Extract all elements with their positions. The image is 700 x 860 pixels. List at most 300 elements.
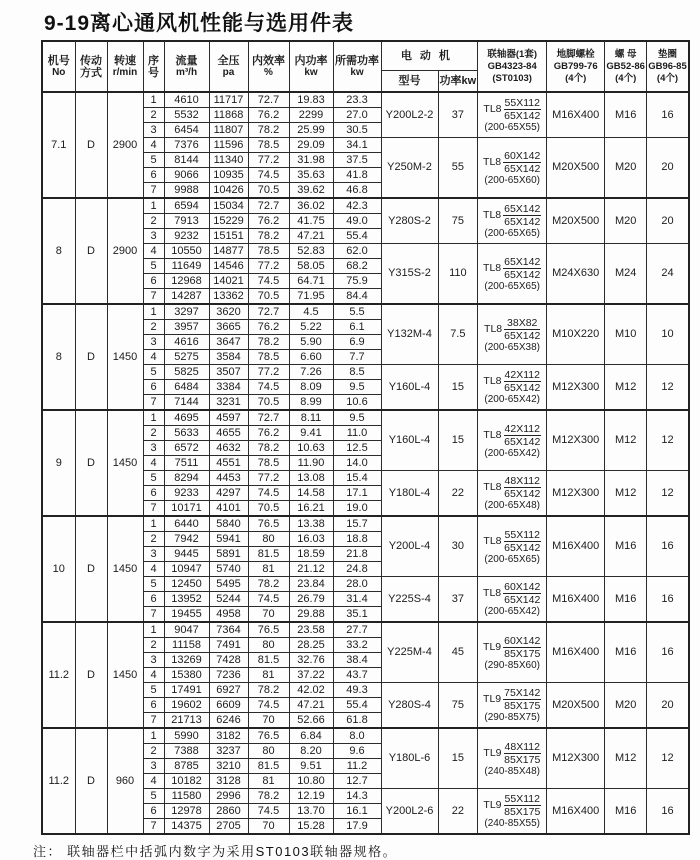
nut-cell: M20 [605,198,647,244]
flow-cell: 5275 [164,350,209,365]
nut-cell: M20 [605,138,647,199]
motor-model-cell: Y225M-4 [381,622,438,683]
pressure-cell: 10935 [209,168,248,183]
inner-power-cell: 37.22 [289,668,333,683]
required-power-cell: 9.5 [333,380,381,395]
seq-cell: 3 [143,123,164,138]
speed-cell: 1450 [107,516,143,622]
coupling-spec [479,256,545,292]
efficiency-cell: 81 [248,668,289,683]
coupling-cell [478,92,547,138]
coupling-spec [479,793,545,829]
flow-cell: 7144 [164,395,209,411]
pressure-cell: 3210 [209,759,248,774]
inner-power-cell: 15.28 [289,819,333,835]
seq-cell: 6 [143,804,164,819]
pressure-cell: 3647 [209,335,248,350]
required-power-cell: 11.2 [333,759,381,774]
flow-cell: 9066 [164,168,209,183]
coupling-cell [478,622,547,683]
pressure-cell: 4101 [209,501,248,517]
efficiency-cell: 78.5 [248,138,289,153]
machine-no-cell: 8 [42,304,75,410]
anchor-bolt-cell: M24X630 [547,244,605,305]
inner-power-cell: 14.58 [289,486,333,501]
pressure-cell: 3620 [209,304,248,320]
inner-power-cell: 52.66 [289,713,333,729]
nut-cell: M16 [605,789,647,835]
pressure-cell: 5941 [209,532,248,547]
required-power-cell: 55.4 [333,698,381,713]
pressure-cell: 4958 [209,607,248,623]
machine-no-cell: 11.2 [42,622,75,728]
inner-power-cell: 28.25 [289,638,333,653]
required-power-cell: 37.5 [333,153,381,168]
flow-cell: 19602 [164,698,209,713]
nut-cell: M24 [605,244,647,305]
seq-cell: 5 [143,259,164,274]
coupling-top: 55X112 [504,528,540,541]
machine-no-cell: 10 [42,516,75,622]
flow-cell: 6440 [164,516,209,532]
motor-power-cell: 15 [438,365,478,411]
motor-power-cell: 110 [438,244,478,305]
coupling-fraction [504,475,541,500]
flow-cell: 14375 [164,819,209,835]
required-power-cell: 55.4 [333,229,381,244]
efficiency-cell: 78.2 [248,441,289,456]
required-power-cell: 6.1 [333,320,381,335]
flow-cell: 12978 [164,804,209,819]
coupling-top: 48X112 [504,740,540,753]
efficiency-cell: 74.5 [248,592,289,607]
anchor-bolt-cell: M20X500 [547,198,605,244]
coupling-fraction [504,317,540,342]
coupling-spec [479,475,545,511]
coupling-spec [479,150,545,186]
coupling-top: 55X112 [504,793,540,805]
required-power-cell: 17.9 [333,819,381,835]
coupling-spec [479,529,545,565]
coupling-fraction [504,369,541,394]
inner-power-cell: 7.26 [289,365,333,380]
seq-cell: 5 [143,683,164,698]
inner-power-cell: 8.20 [289,744,333,759]
motor-power-cell: 37 [438,577,478,623]
inner-power-cell: 29.09 [289,138,333,153]
required-power-cell: 33.2 [333,638,381,653]
header-coupling-line1: 联轴器(1套) [487,48,537,60]
header-coupling [478,41,547,92]
efficiency-cell: 78.5 [248,244,289,259]
efficiency-cell: 78.5 [248,456,289,471]
required-power-cell: 42.3 [333,198,381,214]
pressure-cell: 15034 [209,198,248,214]
page-title: 9-19离心通风机性能与选用件表 [44,12,355,35]
flow-cell: 10550 [164,244,209,259]
header-pressure-line2: pa [222,66,235,78]
coupling-top: 42X112 [504,369,540,381]
motor-model-cell: Y250M-2 [381,138,438,199]
flow-cell: 6454 [164,123,209,138]
efficiency-cell: 81 [248,562,289,577]
coupling-bottom: 85X175 [504,753,541,766]
inner-power-cell: 8.99 [289,395,333,411]
pressure-cell: 4297 [209,486,248,501]
seq-cell: 6 [143,592,164,607]
inner-power-cell: 8.09 [289,380,333,395]
header-inner-power-line2: kw [304,66,318,78]
efficiency-cell: 76.5 [248,728,289,744]
inner-power-cell: 58.05 [289,259,333,274]
motor-power-cell: 15 [438,410,478,471]
coupling-top: 65X142 [504,255,541,268]
required-power-cell: 41.8 [333,168,381,183]
coupling-bottom: 85X175 [504,700,541,712]
efficiency-cell: 70.5 [248,289,289,305]
required-power-cell: 16.1 [333,804,381,819]
required-power-cell: 21.8 [333,547,381,562]
inner-power-cell: 42.02 [289,683,333,698]
efficiency-cell: 72.7 [248,92,289,108]
flow-cell: 9047 [164,622,209,638]
motor-model-cell: Y180L-6 [381,728,438,789]
header-speed-line1: 转速 [114,54,136,67]
pressure-cell: 7364 [209,622,248,638]
coupling-fraction [504,529,541,554]
washer-cell: 12 [647,365,689,411]
required-power-cell: 10.6 [333,395,381,411]
anchor-bolt-cell: M16X400 [547,622,605,683]
anchor-bolt-cell: M10X220 [547,304,605,365]
header-required-power-line1: 所需功率 [335,54,379,67]
header-speed-line2: r/min [112,66,138,78]
coupling-bottom: 65X142 [504,594,541,606]
drive-mode-cell: D [75,92,107,198]
inner-power-cell: 32.76 [289,653,333,668]
required-power-cell: 31.4 [333,592,381,607]
coupling-spec [479,203,545,239]
header-drive-line2: 方式 [80,66,102,79]
efficiency-cell: 80 [248,744,289,759]
header-flow-line2: m³/h [175,66,198,78]
flow-cell: 6594 [164,198,209,214]
speed-cell: 1450 [107,410,143,516]
seq-cell: 3 [143,759,164,774]
efficiency-cell: 70 [248,713,289,729]
table-row [42,516,689,532]
coupling-top: 60X142 [504,634,541,647]
efficiency-cell: 70.5 [248,183,289,199]
header-washer-line2: GB96-85 [648,60,687,72]
anchor-bolt-cell: M20X500 [547,683,605,729]
motor-model-cell: Y225S-4 [381,577,438,623]
coupling-note: (200-65X55) [484,122,540,133]
seq-cell: 7 [143,713,164,729]
motor-model-cell: Y315S-2 [381,244,438,305]
header-seq [143,41,164,92]
efficiency-cell: 70 [248,819,289,835]
inner-power-cell: 2299 [289,108,333,123]
header-speed [107,41,143,92]
coupling-type: TL8 [483,428,502,441]
flow-cell: 13952 [164,592,209,607]
required-power-cell: 12.5 [333,441,381,456]
coupling-fraction [503,256,541,281]
flow-cell: 4695 [164,410,209,426]
required-power-cell: 8.5 [333,365,381,380]
pressure-cell: 13362 [209,289,248,305]
efficiency-cell: 74.5 [248,804,289,819]
inner-power-cell: 26.79 [289,592,333,607]
required-power-cell: 49.0 [333,214,381,229]
table-row [42,198,689,214]
table-row [42,728,689,744]
pressure-cell: 3507 [209,365,248,380]
header-required-power-line2: kw [350,66,364,78]
coupling-bottom: 65X142 [504,435,541,448]
coupling-top: 48X112 [504,475,540,487]
coupling-spec [479,317,545,353]
required-power-cell: 49.3 [333,683,381,698]
header-motor-model: 型号 [381,71,438,93]
machine-no-cell: 8 [42,198,75,304]
pressure-cell: 4453 [209,471,248,486]
flow-cell: 9233 [164,486,209,501]
coupling-note: (200-65X42) [484,606,540,617]
nut-cell: M16 [605,577,647,623]
coupling-cell [478,471,547,517]
efficiency-cell: 72.7 [248,198,289,214]
seq-cell: 5 [143,365,164,380]
header-pressure [209,41,248,92]
performance-table [41,40,690,835]
motor-power-cell: 55 [438,138,478,199]
motor-power-cell: 75 [438,683,478,729]
header-nut-line3: (4个) [615,72,637,84]
coupling-bottom: 65X142 [504,216,541,228]
inner-power-cell: 47.21 [289,698,333,713]
header-seq-line2: 号 [148,66,159,79]
required-power-cell: 19.0 [333,501,381,517]
efficiency-cell: 80 [248,638,289,653]
motor-power-cell: 22 [438,471,478,517]
efficiency-cell: 76.2 [248,426,289,441]
pressure-cell: 3237 [209,744,248,759]
pressure-cell: 5244 [209,592,248,607]
coupling-fraction [504,423,541,448]
coupling-fraction [504,793,541,818]
flow-cell: 7913 [164,214,209,229]
washer-cell: 10 [647,304,689,365]
pressure-cell: 6609 [209,698,248,713]
inner-power-cell: 13.38 [289,516,333,532]
coupling-top: 60X142 [504,149,541,162]
seq-cell: 7 [143,395,164,411]
anchor-bolt-cell: M20X500 [547,138,605,199]
flow-cell: 12968 [164,274,209,289]
efficiency-cell: 76.2 [248,108,289,123]
flow-cell: 7942 [164,532,209,547]
seq-cell: 1 [143,198,164,214]
inner-power-cell: 35.63 [289,168,333,183]
coupling-type: TL8 [483,481,502,493]
required-power-cell: 9.6 [333,744,381,759]
anchor-bolt-cell: M12X300 [547,410,605,471]
inner-power-cell: 13.70 [289,804,333,819]
anchor-bolt-cell: M16X400 [547,789,605,835]
coupling-bottom: 65X142 [504,488,541,500]
header-nut-line1: 螺 母 [614,48,637,60]
coupling-type: TL8 [483,261,502,274]
flow-cell: 14287 [164,289,209,305]
required-power-cell: 46.8 [333,183,381,199]
seq-cell: 6 [143,168,164,183]
flow-cell: 7376 [164,138,209,153]
header-anchor-bolt-line2: GB799-76 [553,60,598,72]
seq-cell: 4 [143,562,164,577]
washer-cell: 16 [647,92,689,138]
motor-power-cell: 75 [438,198,478,244]
pressure-cell: 6927 [209,683,248,698]
pressure-cell: 15151 [209,229,248,244]
coupling-cell [478,683,547,729]
nut-cell: M20 [605,683,647,729]
flow-cell: 5633 [164,426,209,441]
seq-cell: 5 [143,153,164,168]
coupling-cell [478,244,547,305]
seq-cell: 7 [143,289,164,305]
coupling-bottom: 65X142 [504,329,541,342]
seq-cell: 1 [143,728,164,744]
header-machine-no-line2: No [52,66,66,78]
efficiency-cell: 81.5 [248,759,289,774]
nut-cell: M12 [605,365,647,411]
required-power-cell: 17.1 [333,486,381,501]
required-power-cell: 12.7 [333,774,381,789]
header-washer-line1: 垫圈 [657,48,677,60]
seq-cell: 4 [143,668,164,683]
seq-cell: 7 [143,607,164,623]
required-power-cell: 11.0 [333,426,381,441]
inner-power-cell: 25.99 [289,123,333,138]
seq-cell: 6 [143,486,164,501]
washer-cell: 16 [647,516,689,577]
inner-power-cell: 23.58 [289,622,333,638]
coupling-note: (200-65X65) [484,280,540,292]
coupling-spec [479,741,545,777]
table-body [42,92,689,834]
pressure-cell: 3231 [209,395,248,411]
efficiency-cell: 78.2 [248,335,289,350]
anchor-bolt-cell: M12X300 [547,365,605,411]
table-row [42,92,689,108]
efficiency-cell: 80 [248,532,289,547]
required-power-cell: 75.9 [333,274,381,289]
pressure-cell: 4597 [209,410,248,426]
washer-cell: 12 [647,471,689,517]
flow-cell: 11580 [164,789,209,804]
inner-power-cell: 41.75 [289,214,333,229]
required-power-cell: 62.0 [333,244,381,259]
seq-cell: 4 [143,774,164,789]
pressure-cell: 4655 [209,426,248,441]
pressure-cell: 14877 [209,244,248,259]
coupling-type: TL8 [483,209,502,221]
required-power-cell: 15.4 [333,471,381,486]
pressure-cell: 5840 [209,516,248,532]
coupling-cell [478,728,547,789]
required-power-cell: 34.1 [333,138,381,153]
coupling-note: (240-85X55) [484,818,540,829]
required-power-cell: 84.4 [333,289,381,305]
flow-cell: 12450 [164,577,209,592]
required-power-cell: 27.7 [333,622,381,638]
efficiency-cell: 78.2 [248,683,289,698]
seq-cell: 7 [143,183,164,199]
seq-cell: 1 [143,304,164,320]
efficiency-cell: 74.5 [248,380,289,395]
pressure-cell: 3128 [209,774,248,789]
coupling-fraction [504,741,541,766]
motor-model-cell: Y160L-4 [381,365,438,411]
inner-power-cell: 18.59 [289,547,333,562]
nut-cell: M10 [605,304,647,365]
coupling-type: TL9 [483,799,502,811]
seq-cell: 7 [143,819,164,835]
coupling-fraction [503,687,541,712]
flow-cell: 8785 [164,759,209,774]
efficiency-cell: 81.5 [248,547,289,562]
inner-power-cell: 47.21 [289,229,333,244]
motor-model-cell: Y200L-4 [381,516,438,577]
seq-cell: 2 [143,532,164,547]
efficiency-cell: 77.2 [248,259,289,274]
coupling-cell [478,365,547,411]
seq-cell: 3 [143,653,164,668]
anchor-bolt-cell: M16X400 [547,577,605,623]
flow-cell: 15380 [164,668,209,683]
inner-power-cell: 10.63 [289,441,333,456]
required-power-cell: 9.5 [333,410,381,426]
coupling-note: (290-85X75) [484,712,540,723]
required-power-cell: 18.8 [333,532,381,547]
flow-cell: 17491 [164,683,209,698]
header-efficiency [248,41,289,92]
flow-cell: 11649 [164,259,209,274]
anchor-bolt-cell: M16X400 [547,516,605,577]
efficiency-cell: 70 [248,607,289,623]
efficiency-cell: 81 [248,774,289,789]
efficiency-cell: 72.7 [248,410,289,426]
flow-cell: 21713 [164,713,209,729]
drive-mode-cell: D [75,198,107,304]
motor-power-cell: 22 [438,789,478,835]
efficiency-cell: 78.2 [248,577,289,592]
inner-power-cell: 23.84 [289,577,333,592]
header-anchor-bolt-line3: (4个) [565,72,587,84]
coupling-bottom: 65X142 [504,268,541,281]
coupling-cell [478,138,547,199]
coupling-cell [478,789,547,835]
inner-power-cell: 6.60 [289,350,333,365]
seq-cell: 4 [143,138,164,153]
motor-power-cell: 7.5 [438,304,478,365]
flow-cell: 9988 [164,183,209,199]
header-washer-line3: (4个) [656,72,679,84]
flow-cell: 7388 [164,744,209,759]
coupling-type: TL9 [483,693,502,705]
